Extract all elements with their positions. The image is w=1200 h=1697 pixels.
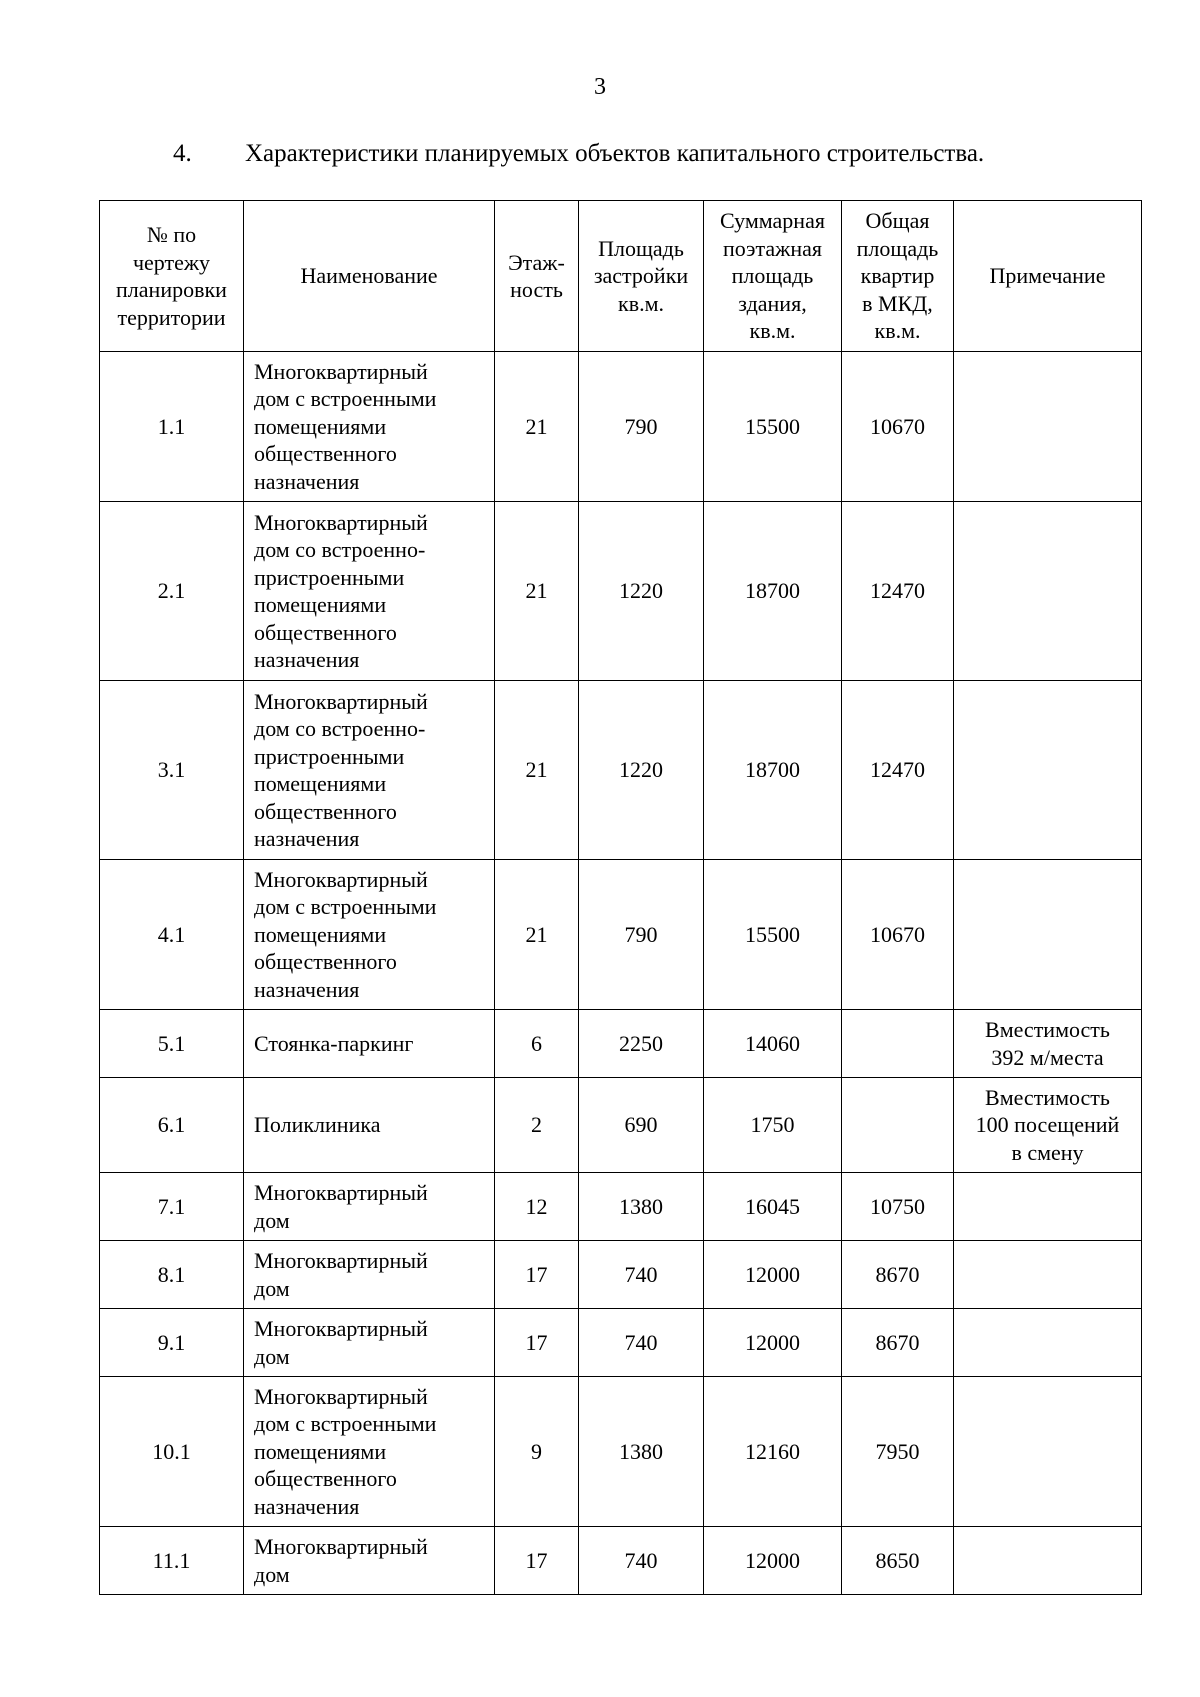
section-number: 4. — [173, 140, 192, 167]
cell-note — [954, 1527, 1142, 1595]
cell-apartment-area — [842, 1377, 954, 1527]
cell-name-line: дом с встроенными — [254, 894, 437, 920]
header-building-area-line: Площадь — [598, 235, 684, 261]
cell-total-floor-area — [704, 1309, 842, 1377]
cell-note — [954, 1377, 1142, 1527]
cell-total-floor-area — [704, 1377, 842, 1527]
cell-floors-line: 21 — [525, 578, 548, 604]
cell-building-area-line: 1380 — [619, 1193, 663, 1219]
cell-total-floor-area — [704, 352, 842, 502]
cell-apartment-area — [842, 1078, 954, 1173]
table-row — [100, 1309, 1142, 1377]
cell-note-line: Вместимость — [985, 1084, 1110, 1110]
cell-building-area — [579, 1527, 704, 1595]
cell-floors — [495, 1309, 579, 1377]
section-title: Характеристики планируемых объектов капитального строительства. — [245, 140, 985, 167]
cell-name — [244, 1078, 495, 1173]
cell-number — [100, 1309, 244, 1377]
header-building-area-line: кв.м. — [618, 290, 664, 316]
table-row — [100, 502, 1142, 681]
header-total-floor-area-line: площадь — [731, 263, 814, 289]
cell-name-line: дом — [254, 1207, 290, 1233]
cell-number-line: 6.1 — [157, 1112, 186, 1138]
cell-apartment-area — [842, 1010, 954, 1078]
table-row — [100, 1173, 1142, 1241]
cell-building-area-line: 1380 — [619, 1438, 663, 1464]
cell-name-line: назначения — [254, 468, 360, 494]
table-row — [100, 1078, 1142, 1173]
cell-apartment-area — [842, 1309, 954, 1377]
cell-floors-line: 21 — [525, 757, 548, 783]
header-apartment-area-line: Общая — [865, 208, 930, 234]
cell-building-area — [579, 352, 704, 502]
header-building-area-line: застройки — [593, 263, 689, 289]
cell-building-area — [579, 1309, 704, 1377]
cell-floors — [495, 860, 579, 1010]
cell-building-area-line: 1220 — [619, 757, 663, 783]
cell-note — [954, 681, 1142, 860]
cell-name-line: помещениями — [254, 921, 387, 947]
cell-building-area — [579, 1241, 704, 1309]
cell-apartment-area — [842, 502, 954, 681]
cell-apartment-area-line: 12470 — [870, 757, 925, 783]
cell-apartment-area-line: 8670 — [875, 1329, 920, 1355]
cell-total-floor-area — [704, 502, 842, 681]
header-total-floor-area — [704, 201, 842, 352]
cell-name-line: общественного — [254, 949, 397, 975]
header-number-line: территории — [117, 304, 226, 330]
cell-floors-line: 17 — [525, 1547, 548, 1573]
header-total-floor-area-line: здания, — [738, 290, 807, 316]
cell-name-line: Многоквартирный — [254, 1383, 428, 1409]
cell-note-line: Вместимость — [985, 1017, 1110, 1042]
cell-number — [100, 1241, 244, 1309]
cell-apartment-area-line: 12470 — [870, 578, 925, 604]
cell-name-line: Многоквартирный — [254, 688, 428, 714]
cell-apartment-area-line: 10670 — [870, 921, 925, 947]
cell-name-line: дом — [254, 1275, 290, 1301]
cell-number-line: 1.1 — [157, 413, 186, 439]
cell-floors — [495, 1173, 579, 1241]
cell-floors — [495, 502, 579, 681]
cell-total-floor-area-line: 12160 — [745, 1438, 800, 1464]
cell-name-line: общественного — [254, 441, 397, 467]
cell-name-line: дом с встроенными — [254, 1411, 437, 1437]
cell-name-line: Многоквартирный — [254, 1248, 428, 1273]
cell-number — [100, 1173, 244, 1241]
cell-apartment-area-line: 10750 — [870, 1193, 925, 1219]
header-name-line: Наименование — [300, 263, 438, 289]
cell-floors-line: 2 — [531, 1112, 542, 1138]
cell-note — [954, 352, 1142, 502]
header-floors-line: Этаж- — [508, 249, 565, 275]
cell-total-floor-area-line: 12000 — [745, 1547, 800, 1573]
header-floors-line: ность — [510, 277, 563, 302]
table-row — [100, 1010, 1142, 1078]
cell-apartment-area-line: 8650 — [875, 1547, 920, 1573]
cell-number-line: 9.1 — [157, 1329, 186, 1355]
cell-apartment-area — [842, 860, 954, 1010]
cell-name-line: общественного — [254, 1466, 397, 1492]
cell-number — [100, 681, 244, 860]
header-apartment-area — [842, 201, 954, 352]
cell-name — [244, 1010, 495, 1078]
table-row — [100, 860, 1142, 1010]
cell-name-line: назначения — [254, 976, 360, 1002]
cell-total-floor-area-line: 12000 — [745, 1329, 800, 1355]
cell-note — [954, 502, 1142, 681]
cell-name-line: Многоквартирный — [254, 866, 428, 892]
cell-name — [244, 502, 495, 681]
cell-name-line: Многоквартирный — [254, 1180, 428, 1205]
cell-name — [244, 1309, 495, 1377]
cell-number — [100, 502, 244, 681]
cell-name — [244, 681, 495, 860]
table-row — [100, 1241, 1142, 1309]
cell-total-floor-area-line: 12000 — [745, 1261, 800, 1287]
cell-total-floor-area — [704, 1173, 842, 1241]
cell-name-line: дом с встроенными — [254, 386, 437, 412]
cell-building-area-line: 2250 — [619, 1030, 663, 1056]
cell-floors — [495, 352, 579, 502]
table-header-row — [100, 201, 1142, 352]
cell-name-line: Поликлиника — [254, 1112, 381, 1138]
cell-name-line: дом со встроенно- — [254, 537, 426, 562]
cell-number-line: 11.1 — [152, 1547, 191, 1573]
cell-building-area — [579, 1173, 704, 1241]
cell-name-line: Многоквартирный — [254, 1534, 428, 1559]
cell-note — [954, 1010, 1142, 1078]
cell-building-area-line: 740 — [624, 1547, 658, 1573]
cell-note — [954, 860, 1142, 1010]
header-apartment-area-line: квартир — [860, 263, 935, 289]
cell-name-line: пристроенными — [254, 743, 405, 769]
cell-name-line: помещениями — [254, 592, 387, 617]
cell-number-line: 2.1 — [157, 578, 186, 604]
cell-apartment-area — [842, 352, 954, 502]
table-row — [100, 1527, 1142, 1595]
header-apartment-area-line: в МКД, — [862, 290, 933, 316]
header-number — [100, 201, 244, 352]
cell-apartment-area-line: 7950 — [875, 1438, 920, 1464]
cell-number — [100, 1527, 244, 1595]
cell-apartment-area — [842, 1241, 954, 1309]
objects-table — [99, 200, 1142, 1595]
cell-total-floor-area — [704, 1527, 842, 1595]
cell-building-area — [579, 502, 704, 681]
cell-name-line: дом — [254, 1343, 290, 1369]
cell-number-line: 3.1 — [157, 757, 186, 783]
cell-total-floor-area-line: 18700 — [745, 578, 800, 604]
cell-building-area — [579, 1078, 704, 1173]
cell-number-line: 8.1 — [157, 1261, 186, 1287]
header-number-line: чертежу — [132, 249, 211, 275]
cell-name-line: назначения — [254, 647, 360, 672]
header-apartment-area-line: площадь — [856, 235, 939, 261]
table-row — [100, 352, 1142, 502]
cell-apartment-area — [842, 1173, 954, 1241]
cell-name-line: помещениями — [254, 771, 387, 796]
cell-number-line: 5.1 — [157, 1030, 186, 1056]
cell-name-line: общественного — [254, 798, 397, 824]
header-number-line: № по — [146, 222, 197, 247]
cell-name-line: дом — [254, 1561, 290, 1587]
cell-building-area-line: 790 — [624, 413, 658, 439]
cell-floors — [495, 1241, 579, 1309]
cell-name — [244, 352, 495, 502]
cell-name-line: Многоквартирный — [254, 358, 428, 384]
cell-name-line: назначения — [254, 1493, 360, 1519]
cell-name-line: Многоквартирный — [254, 509, 428, 535]
cell-total-floor-area — [704, 860, 842, 1010]
cell-floors — [495, 1078, 579, 1173]
header-note-line: Примечание — [989, 263, 1106, 289]
cell-number — [100, 1377, 244, 1527]
cell-floors-line: 17 — [525, 1329, 548, 1355]
cell-name — [244, 1377, 495, 1527]
cell-name-line: дом со встроенно- — [254, 716, 426, 741]
cell-number-line: 4.1 — [157, 921, 186, 947]
cell-floors-line: 21 — [525, 921, 548, 947]
cell-note — [954, 1173, 1142, 1241]
cell-note-line: 392 м/места — [991, 1044, 1104, 1070]
cell-floors-line: 12 — [525, 1193, 548, 1219]
cell-total-floor-area-line: 15500 — [745, 413, 800, 439]
cell-note-line: 100 посещений — [975, 1112, 1120, 1138]
page-number: 3 — [594, 74, 606, 100]
cell-apartment-area-line: 8670 — [875, 1261, 920, 1287]
header-floors — [495, 201, 579, 352]
cell-name-line: назначения — [254, 826, 360, 851]
cell-building-area-line: 1220 — [619, 578, 663, 604]
cell-total-floor-area — [704, 681, 842, 860]
cell-total-floor-area — [704, 1241, 842, 1309]
cell-note — [954, 1241, 1142, 1309]
header-total-floor-area-line: Суммарная — [720, 208, 825, 234]
cell-total-floor-area-line: 1750 — [750, 1112, 795, 1138]
cell-apartment-area-line: 10670 — [870, 413, 925, 439]
cell-number — [100, 1078, 244, 1173]
cell-note — [954, 1078, 1142, 1173]
cell-total-floor-area-line: 18700 — [745, 757, 800, 783]
cell-total-floor-area — [704, 1010, 842, 1078]
cell-total-floor-area-line: 15500 — [745, 921, 800, 947]
table-row — [100, 1377, 1142, 1527]
header-note — [954, 201, 1142, 352]
cell-building-area-line: 740 — [624, 1329, 658, 1355]
cell-apartment-area — [842, 1527, 954, 1595]
cell-name-line: пристроенными — [254, 564, 405, 590]
header-total-floor-area-line: кв.м. — [749, 318, 796, 344]
cell-name — [244, 860, 495, 1010]
header-building-area — [579, 201, 704, 352]
cell-number — [100, 352, 244, 502]
cell-name-line: Стоянка-паркинг — [254, 1030, 414, 1056]
cell-name-line: Многоквартирный — [254, 1316, 428, 1341]
cell-building-area — [579, 860, 704, 1010]
cell-name — [244, 1241, 495, 1309]
cell-number-line: 10.1 — [152, 1438, 191, 1464]
cell-building-area — [579, 1377, 704, 1527]
cell-note — [954, 1309, 1142, 1377]
cell-floors — [495, 681, 579, 860]
cell-building-area-line: 740 — [624, 1261, 658, 1287]
cell-name — [244, 1173, 495, 1241]
cell-floors — [495, 1527, 579, 1595]
cell-building-area — [579, 1010, 704, 1078]
cell-floors-line: 21 — [525, 413, 548, 439]
cell-total-floor-area-line: 16045 — [745, 1193, 800, 1219]
cell-floors-line: 6 — [531, 1030, 542, 1056]
cell-building-area-line: 790 — [624, 921, 658, 947]
cell-building-area-line: 690 — [624, 1112, 658, 1138]
cell-building-area — [579, 681, 704, 860]
cell-number — [100, 1010, 244, 1078]
cell-note-line: в смену — [1011, 1139, 1084, 1165]
cell-name-line: помещениями — [254, 1438, 387, 1464]
header-name — [244, 201, 495, 352]
cell-name-line: общественного — [254, 619, 397, 645]
header-apartment-area-line: кв.м. — [874, 318, 921, 344]
cell-apartment-area — [842, 681, 954, 860]
cell-floors — [495, 1377, 579, 1527]
cell-number — [100, 860, 244, 1010]
cell-name-line: помещениями — [254, 413, 387, 439]
header-total-floor-area-line: поэтажная — [723, 235, 822, 261]
header-number-line: планировки — [116, 277, 227, 302]
cell-total-floor-area — [704, 1078, 842, 1173]
cell-floors-line: 17 — [525, 1261, 548, 1287]
cell-number-line: 7.1 — [157, 1193, 186, 1219]
cell-name — [244, 1527, 495, 1595]
table-row — [100, 681, 1142, 860]
cell-total-floor-area-line: 14060 — [745, 1030, 800, 1056]
cell-floors-line: 9 — [531, 1438, 542, 1464]
cell-floors — [495, 1010, 579, 1078]
